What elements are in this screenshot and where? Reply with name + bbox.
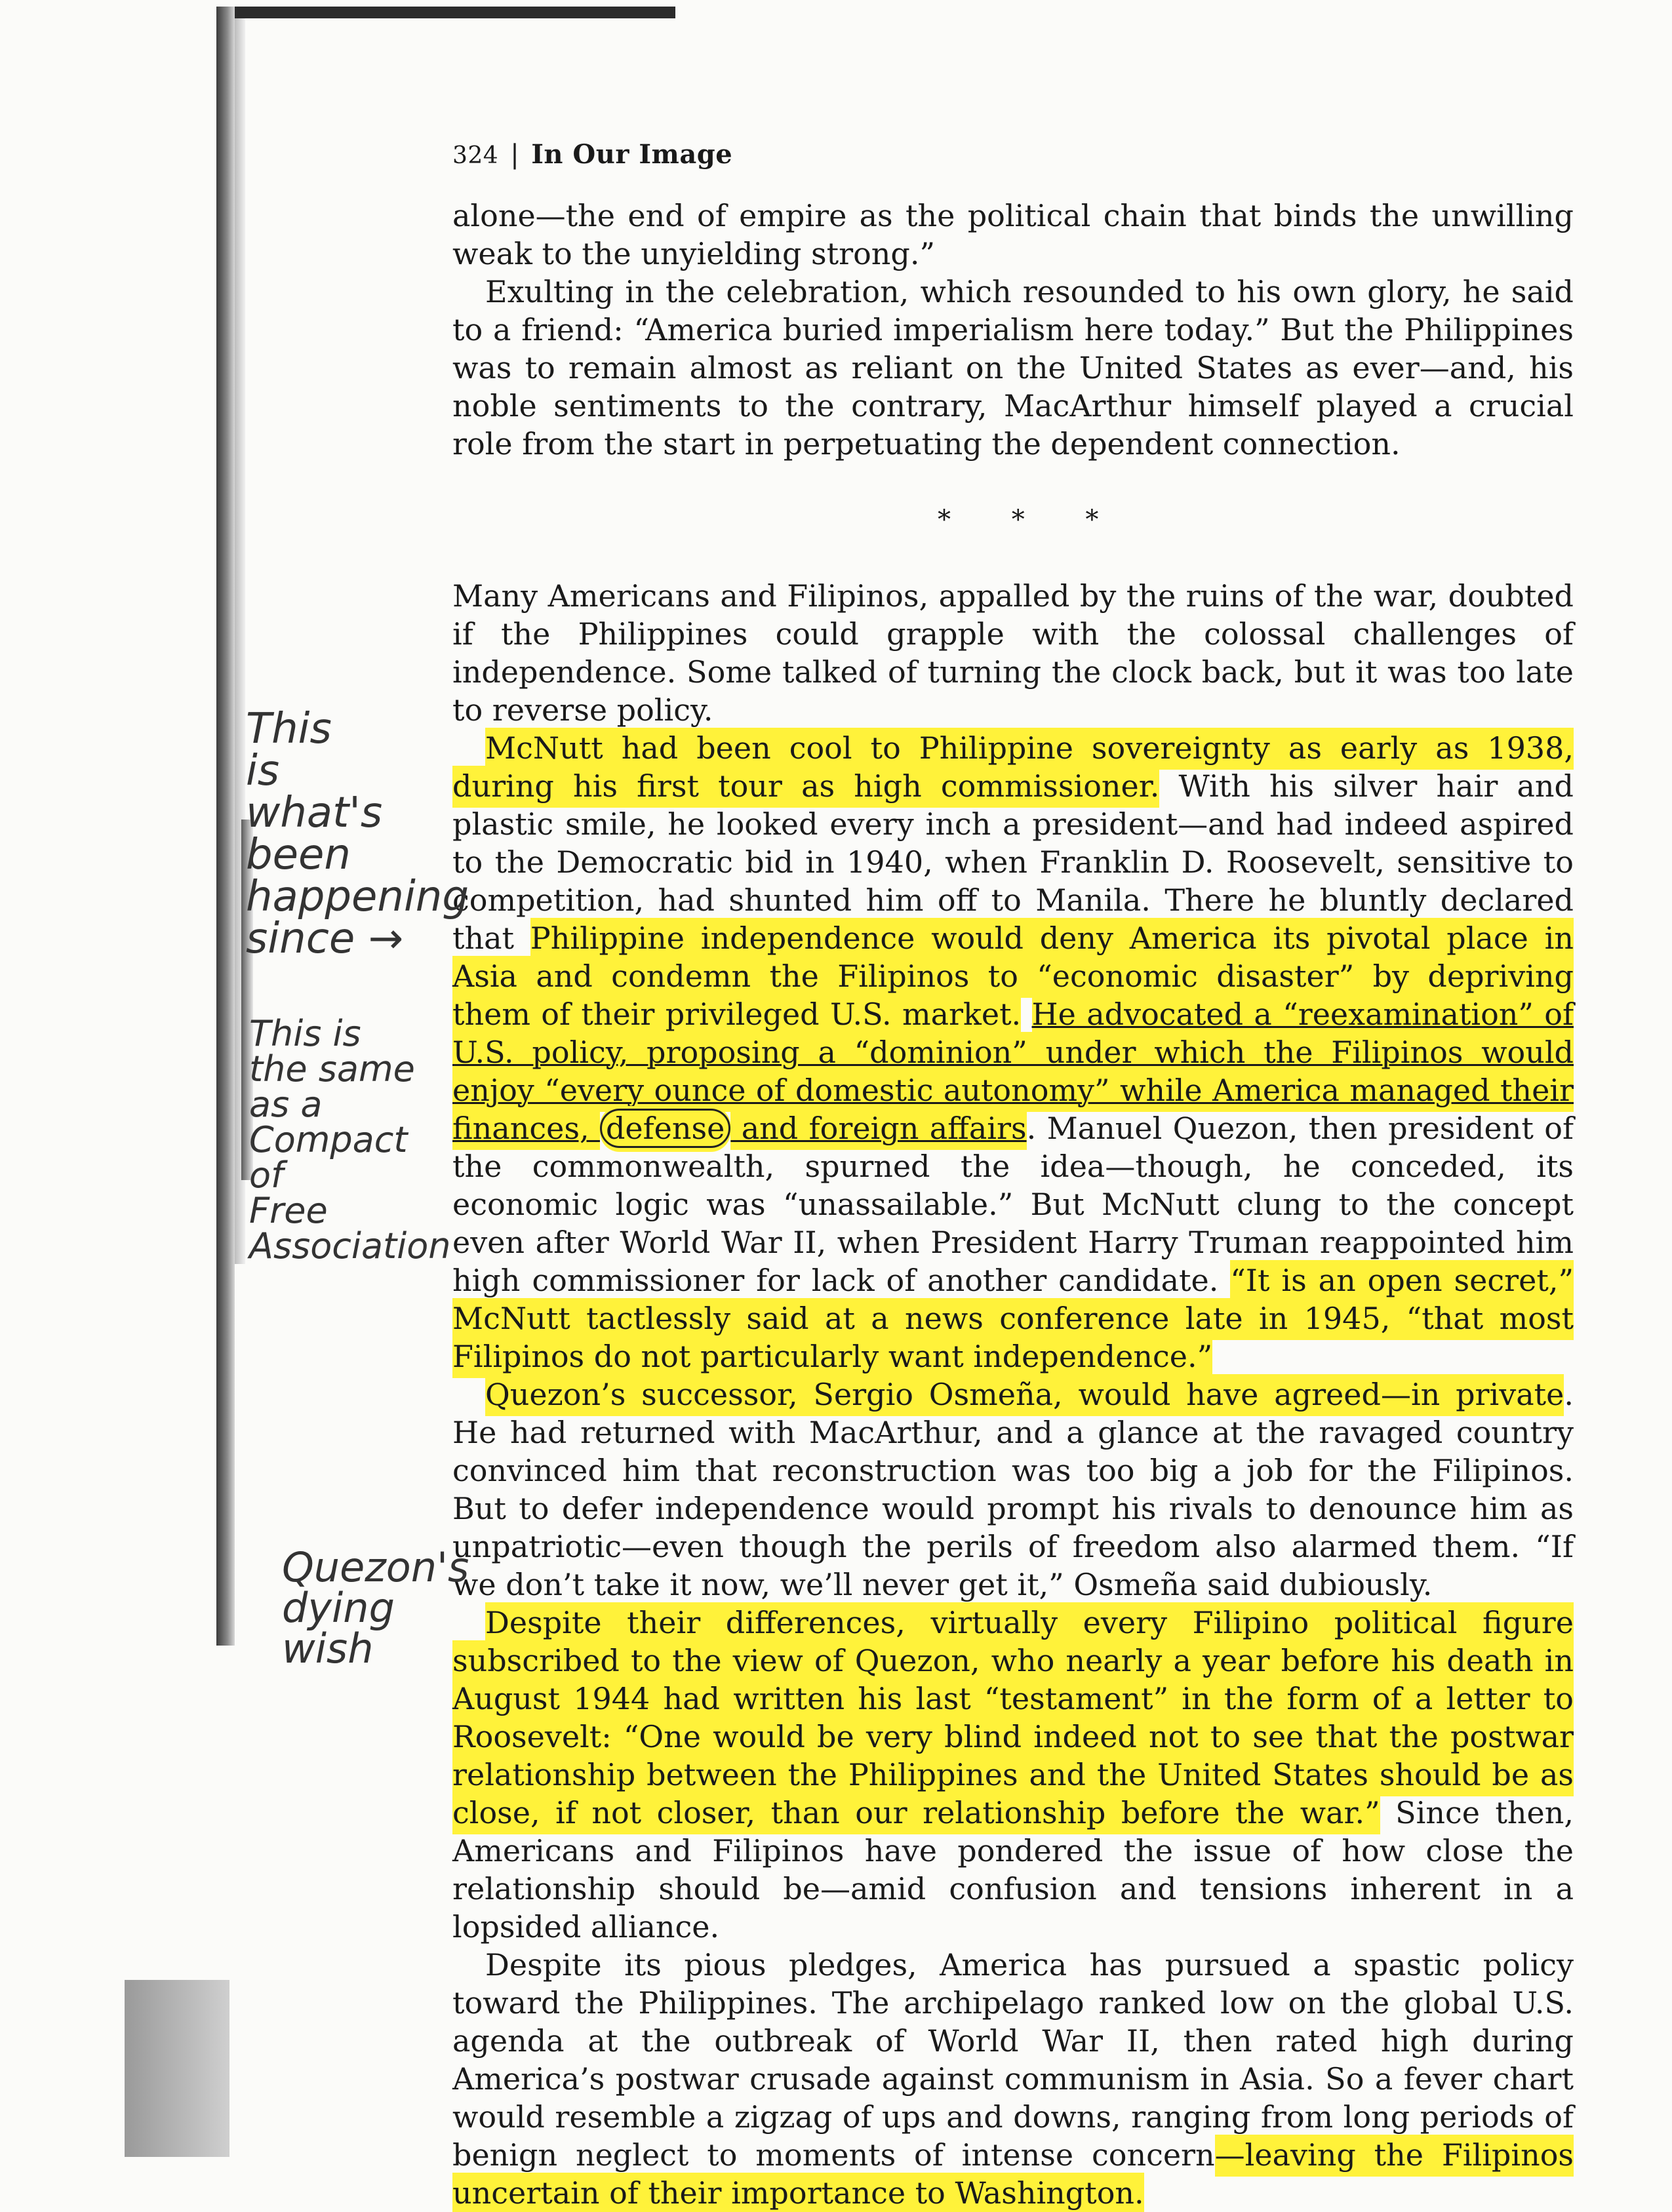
paragraph-quezon-testament bbox=[452, 1604, 1574, 1946]
paragraph-policy bbox=[452, 1946, 1574, 2212]
annotation-line: Compact bbox=[249, 1119, 408, 1160]
body-text: Since then, Americans and Filipinos have pondered the issue of how close the relationship should be—amid confusion and tensions inherent in a lopsided alliance. bbox=[452, 1795, 1574, 1945]
body-text: . He had returned with MacArthur, and a glance at the ravaged country convinced him that reconstruction was too big a job for the Filipinos. But to defer independence would prompt his rivals to denounce him as unpatriotic—even though the perils of freedom also alarmed them. “If we don’t take it now, we’ll never get it,” Osmeña said dubiously. bbox=[452, 1377, 1574, 1602]
annotation-line: as a bbox=[249, 1084, 323, 1125]
text-block-upper bbox=[452, 197, 1574, 463]
paragraph: Many Americans and Filipinos, appalled by the ruins of the war, doubted if the Philippines could grapple with the colossal challenges of independence. Some talked of turning the clock back, but it was too late to reverse policy. bbox=[452, 578, 1574, 728]
annotation-line: Association bbox=[249, 1225, 451, 1267]
paragraph-mcnutt bbox=[452, 729, 1574, 1375]
book-title: In Our Image bbox=[531, 139, 733, 170]
annotation-line: is bbox=[246, 747, 280, 795]
margin-annotation-dying-wish bbox=[282, 1543, 479, 1672]
page-number: 324 bbox=[452, 142, 499, 169]
margin-annotation-happening-since bbox=[246, 705, 469, 963]
annotation-line: Free bbox=[249, 1190, 328, 1231]
annotation-line: of bbox=[249, 1155, 284, 1196]
paragraph: alone—the end of empire as the political chain that binds the unwilling weak to the unyielding strong.” bbox=[452, 198, 1574, 271]
annotation-line: This is bbox=[249, 1013, 361, 1054]
page-header bbox=[452, 139, 732, 170]
text-block-main bbox=[452, 577, 1574, 2212]
annotation-line: Quezon's bbox=[282, 1543, 469, 1591]
body-text: With his silver hair and plastic smile, he looked every inch a president—and had indeed aspired to the Democratic bid in 1940, when Franklin D. Roosevelt, sensitive to competition, had shunted him off to Manila. There he bluntly declared that bbox=[452, 768, 1574, 956]
annotation-line: dying bbox=[282, 1584, 395, 1632]
scan-binding-shadow-top bbox=[216, 7, 675, 18]
header-separator: | bbox=[510, 140, 520, 170]
annotation-line: happening bbox=[246, 873, 469, 921]
highlighted-underlined-text: He advocated a “reexamination” of U.S. policy, proposing a “dominion” under which the Filipinos would enjoy “every ounce of domestic autonomy” while America managed their finances, bbox=[452, 997, 1574, 1146]
body-text: . Manuel Quezon, then president of the commonwealth, spurned the idea—though, he conceded, its economic logic was “unassailable.” But McNutt clung to the concept even after World War II, when President Harry Truman reappointed him high commissioner for lack of another candidate. bbox=[452, 1111, 1574, 1298]
body-text bbox=[1021, 997, 1031, 1032]
scan-binding-shadow-left bbox=[216, 7, 235, 1646]
paragraph-osmena bbox=[452, 1375, 1574, 1604]
highlighted-text: Philippine independence would deny America its pivotal place in Asia and condemn the Filipinos to “economic disaster” by depriving them of their privileged U.S. market. bbox=[452, 920, 1574, 1032]
annotation-line: since → bbox=[246, 915, 404, 963]
highlighted-text: Quezon’s successor, Sergio Osmeña, would have agreed—in private bbox=[485, 1377, 1564, 1412]
highlighted-text: —leaving the Filipinos uncertain of their importance to Washington. bbox=[452, 2137, 1574, 2211]
highlighted-underlined-text: and foreign affairs bbox=[730, 1111, 1027, 1146]
annotation-line: been bbox=[246, 831, 351, 879]
body-text: Despite its pious pledges, America has pursued a spastic policy toward the Philippines. The archipelago ranked low on the global U.S. agenda at the outbreak of World War II, then rated high during America’s postwar crusade against communism in Asia. So a fever chart would resemble a zigzag of ups and downs, ranging from long periods of benign neglect to moments of intense concern bbox=[452, 1947, 1574, 2173]
annotation-line: what's bbox=[246, 789, 383, 837]
highlighted-text: McNutt had been cool to Philippine sovereignty as early as 1938, during his first tour as high commissioner. bbox=[452, 730, 1574, 804]
circled-word: defense bbox=[600, 1109, 730, 1148]
margin-annotation-compact-free-association bbox=[249, 1013, 466, 1267]
highlighted-text: “It is an open secret,” McNutt tactlessly said at a news conference late in 1945, “that most Filipinos do not particularly want independence.” bbox=[452, 1263, 1574, 1374]
scan-binding-shadow-bottom bbox=[125, 1980, 229, 2157]
highlighted-text: Despite their differences, virtually every Filipino political figure subscribed to the view of Quezon, who nearly a year before his death in August 1944 had written his last “testament” in the form of a letter to Roosevelt: “One would be very blind indeed not to see that the postwar relationship between the Philippines and the United States should be as close, if not closer, than our relationship before the war.” bbox=[452, 1605, 1574, 1830]
annotation-line: wish bbox=[282, 1625, 374, 1672]
paragraph: Exulting in the celebration, which resounded to his own glory, he said to a friend: “America buried imperialism here today.” But the Philippines was to remain almost as reliant on the United States as ever—and, his noble sentiments to the contrary, MacArthur himself played a crucial role from the start in perpetuating the dependent connection. bbox=[452, 274, 1574, 462]
annotation-line: This bbox=[246, 705, 332, 753]
annotation-line: the same bbox=[249, 1048, 415, 1090]
section-divider: * * * bbox=[938, 505, 1125, 535]
